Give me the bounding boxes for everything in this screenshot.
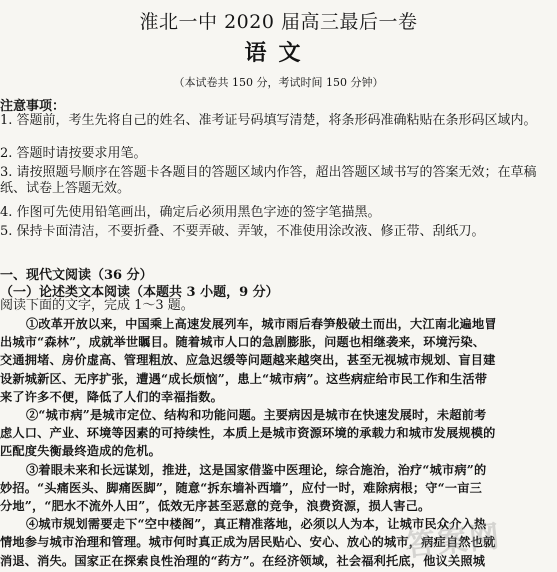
passage-line: 妙招。“头痛医头、脚痛医脚”，随意“拆东墙补西墙”，应付一时，难除病根；守“一亩三 — [0, 480, 483, 495]
watermark: 答案网 — [403, 519, 503, 564]
reading-instruction: 阅读下面的文字，完成 1～3 题。 — [0, 298, 194, 313]
passage-line: 匹配度失衡最终造成的危机。 — [0, 444, 162, 459]
passage-line: 来了许多不便，降低了人们的幸福指数。 — [0, 389, 223, 404]
exam-info: （本试卷共 150 分，考试时间 150 分钟） — [173, 76, 384, 89]
passage-line: 交通拥堵、房价虚高、管理粗放、应急迟缓等问题越来越突出，甚至无视城市规划、盲目建 — [0, 353, 496, 368]
passage-line: 出城市“森林”，成就举世瞩目。随着城市人口的急剧膨胀，问题也相继袭来，环境污染、 — [0, 335, 486, 350]
passage-line: 情地参与城市治理和管理。城市何时真正成为居民贴心、安心、放心的城市，病症自然也就 — [0, 535, 496, 550]
passage-line: ④城市规划需要走下“空中楼阁”，真正精准落地，必须以人为本，让城市民众介入热 — [26, 517, 487, 532]
passage-line: ③着眼未来和长远谋划，推进，这是国家借鉴中医理论，综合施治，治疗“城市病”的 — [26, 462, 487, 477]
passage-line: 设新城新区、无序扩张，遭遇“成长烦恼”，患上“城市病”。这些病症给市民工作和生活带 — [0, 371, 488, 386]
passage-line: ②“城市病”是城市定位、结构和功能问题。主要病因是城市在快速发展时，未超前考 — [26, 408, 487, 422]
note-item-1: 1. 答题前，考生先将自己的姓名、准考证号码填写清楚，将条形码准确粘贴在条形码区域内。 — [0, 113, 537, 128]
note-item-2: 2. 答题时请按要求用笔。 — [0, 146, 147, 161]
subject-title: 语文 — [244, 40, 313, 66]
passage-line: 消退、消失。国家正在探索良性治理的“药方”。在经济领域，社会福利托底，他议关照城 — [0, 553, 486, 568]
note-item-4: 4. 作图可先使用铅笔画出，确定后必须用黑色字迹的签字笔描黑。 — [0, 205, 381, 220]
passage-line: 分地”，“肥水不流外人田”，低效无序甚至恶意的竞争，浪费资源，损人害己。 — [0, 499, 431, 513]
passage-line: ①改革开放以来，中国乘上高速发展列车，城市雨后春笋般破土而出，大江南北遍地冒 — [26, 317, 497, 331]
passage-line: 虑人口、产业、环境等因素的可持续性，本质上是城市资源环境的承载力和城市发展规模的 — [0, 426, 496, 441]
note-item-5: 5. 保持卡面清洁，不要折叠、不要弄破、弄皱，不准使用涂改液、修正带、刮纸刀。 — [0, 224, 485, 239]
notes-heading: 注意事项： — [0, 99, 66, 114]
note-item-3: 3. 请按照题号顺序在答题卡各题目的答题区域内作答，超出答题区域书写的答案无效；在草稿纸、试卷上答题无效。 — [0, 165, 537, 196]
section-heading: 一、现代文阅读（36 分） — [0, 268, 153, 283]
exam-title: 淮北一中 2020 届高三最后一卷 — [139, 11, 418, 33]
sub-section-heading: （一）论述类文本阅读（本题共 3 小题，9 分） — [0, 285, 279, 300]
